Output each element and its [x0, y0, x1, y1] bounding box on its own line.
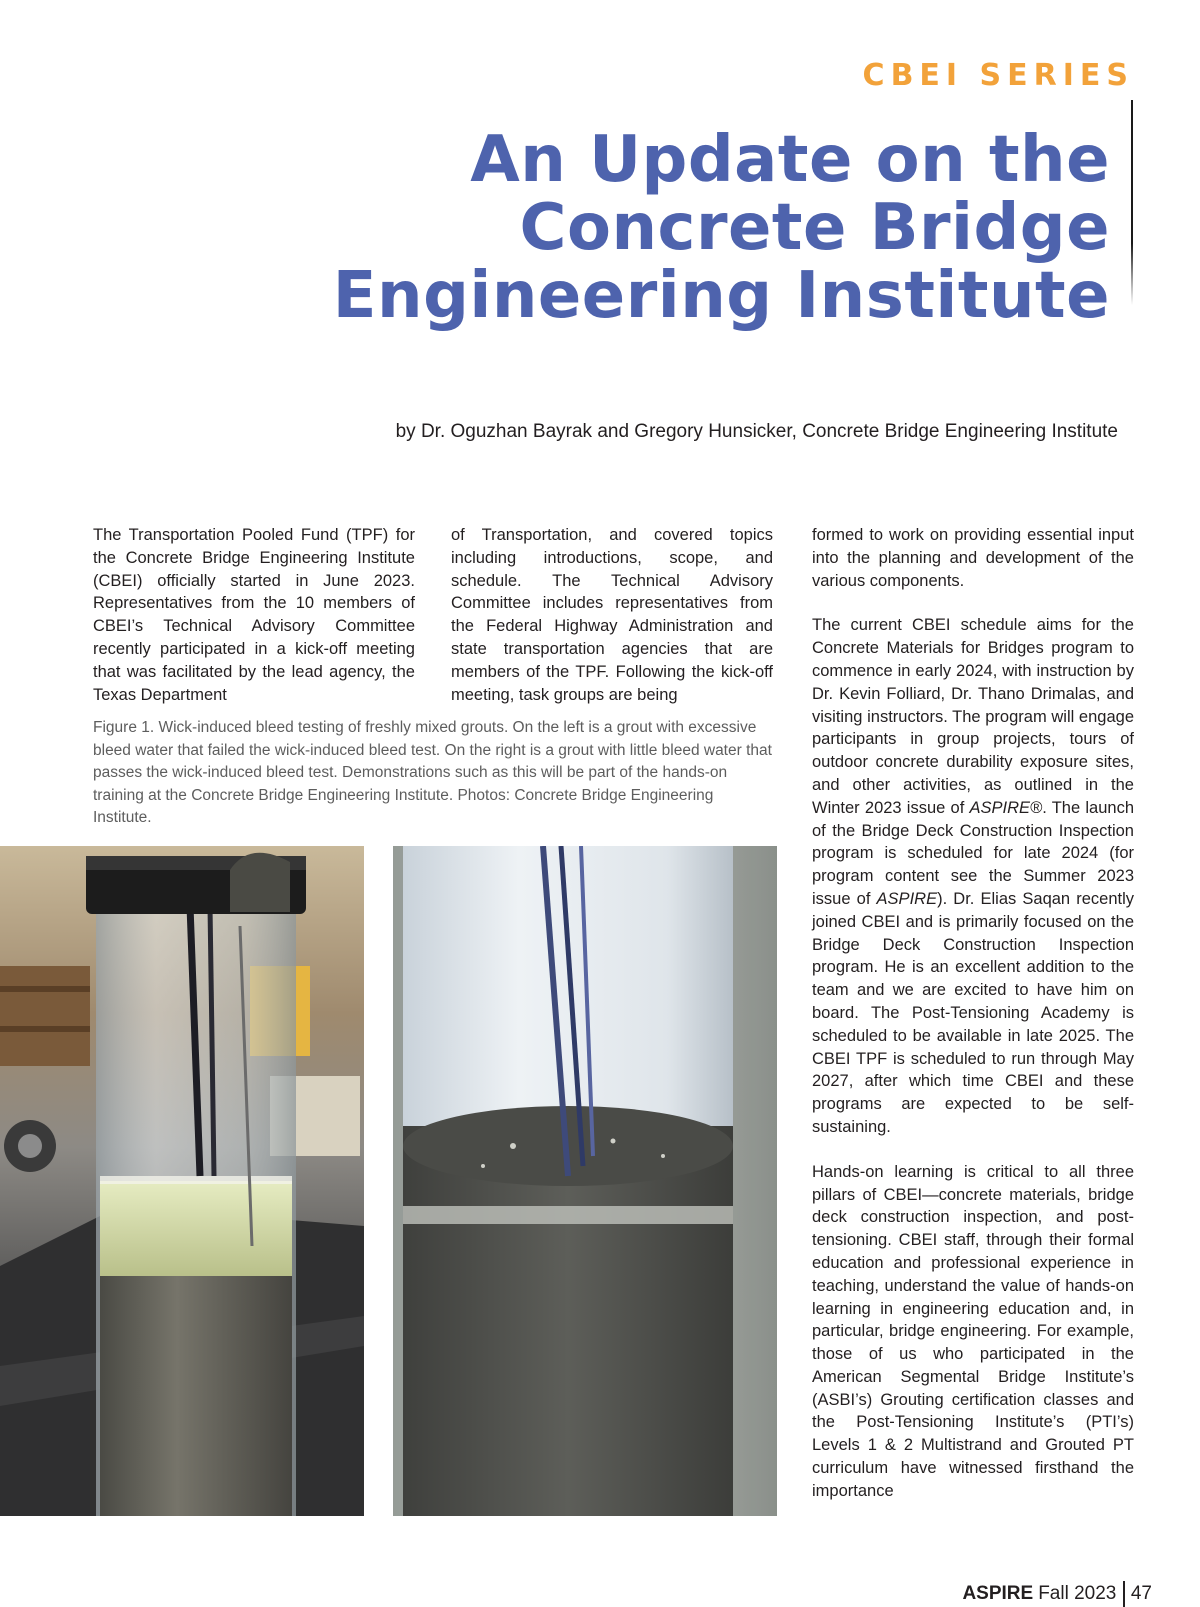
byline: by Dr. Oguzhan Bayrak and Gregory Hunsicker, Concrete Bridge Engineering Institute	[395, 421, 1118, 442]
body-paragraph: formed to work on providing essential input into the planning and development of the various components.	[812, 526, 1134, 590]
photo-passed-bleed-test-image	[393, 846, 777, 1516]
series-label: CBEI SERIES	[862, 58, 1134, 93]
photo-failed-bleed-test-image	[0, 846, 364, 1516]
body-paragraph: The Transportation Pooled Fund (TPF) for the Concrete Bridge Engineering Institute (CBEI) officially started in June 2023. Representatives from the 10 members of CBEI’s Technical Advisory Committee recently participated in a kick-off meeting that was facilitated by the lead agency, the Texas Department	[93, 526, 415, 704]
issue-label: Fall 2023	[1038, 1583, 1117, 1604]
magazine-name-italic: ASPIRE®	[969, 798, 1043, 817]
body-paragraph: Hands-on learning is critical to all three pillars of CBEI—concrete materials, bridge deck construction inspection, and post-tensioning. CBEI staff, through their formal education and professional experience in teaching, understand the value of hands-on learning in engineering education and, in particular, bridge engineering. For example, those of us who participated in the American Segmental Bridge Institute’s (ASBI’s) Grouting certification classes and the Post-Tensioning Institute’s (PTI’s) Levels 1 & 2 Multistrand and Grouted PT curriculum have witnessed firsthand the importance	[812, 1162, 1134, 1500]
text-run: . The launch of the Bridge Deck Construction Inspection program is scheduled for late 2024 (for program content see the Summer 2023 issue of	[812, 798, 1134, 908]
text-run: The current CBEI schedule aims for the Concrete Materials for Bridges program to commence in early 2024, with instruction by Dr. Kevin Folliard, Dr. Thano Drimalas, and visiting instructors. The program will engage participants in group projects, tours of outdoor concrete durability exposure sites, and other activities, as outlined in the Winter 2023 issue of	[812, 616, 1134, 817]
title-line: Engineering Institute	[332, 259, 1110, 333]
body-column-1	[93, 524, 415, 706]
body-paragraph: of Transportation, and covered topics including introductions, scope, and schedule. The Technical Advisory Committee includes representatives from the Federal Highway Administration and state transportation agencies that are members of the TPF. Following the kick-off meeting, task groups are being	[451, 526, 773, 704]
photo-passed-bleed-test	[393, 846, 777, 1516]
page-number: 47	[1130, 1583, 1152, 1604]
figure-caption: Figure 1. Wick-induced bleed testing of freshly mixed grouts. On the left is a grout with excessive bleed water that failed the wick-induced bleed test. On the right is a grout with little bleed water that passes the wick-induced bleed test. Demonstrations such as this will be part of the hands-on training at the Concrete Bridge Engineering Institute. Photos: Concrete Bridge Engineering Institute.	[93, 719, 772, 826]
photo-failed-bleed-test	[0, 846, 364, 1516]
body-paragraph	[812, 614, 1134, 1138]
article-title	[210, 123, 1110, 333]
title-rule	[1131, 100, 1133, 305]
magazine-name-italic: ASPIRE	[876, 889, 938, 908]
text-run: ). Dr. Elias Saqan recently joined CBEI and is primarily focused on the Bridge Deck Construction Inspection program. He is an excellent addition to the team and we are excited to have him on board. The Post-Tensioning Academy is scheduled to be available in late 2025. The CBEI TPF is scheduled to run through May 2027, after which time CBEI and these programs are expected to be self-sustaining.	[812, 889, 1135, 1136]
footer-divider	[1123, 1581, 1125, 1607]
magazine-name: ASPIRE	[962, 1583, 1034, 1604]
body-column-3	[812, 524, 1134, 1503]
body-column-2	[451, 524, 773, 706]
page-footer	[962, 1581, 1152, 1607]
title-line: Concrete Bridge	[519, 191, 1110, 265]
title-line: An Update on the	[470, 123, 1110, 197]
